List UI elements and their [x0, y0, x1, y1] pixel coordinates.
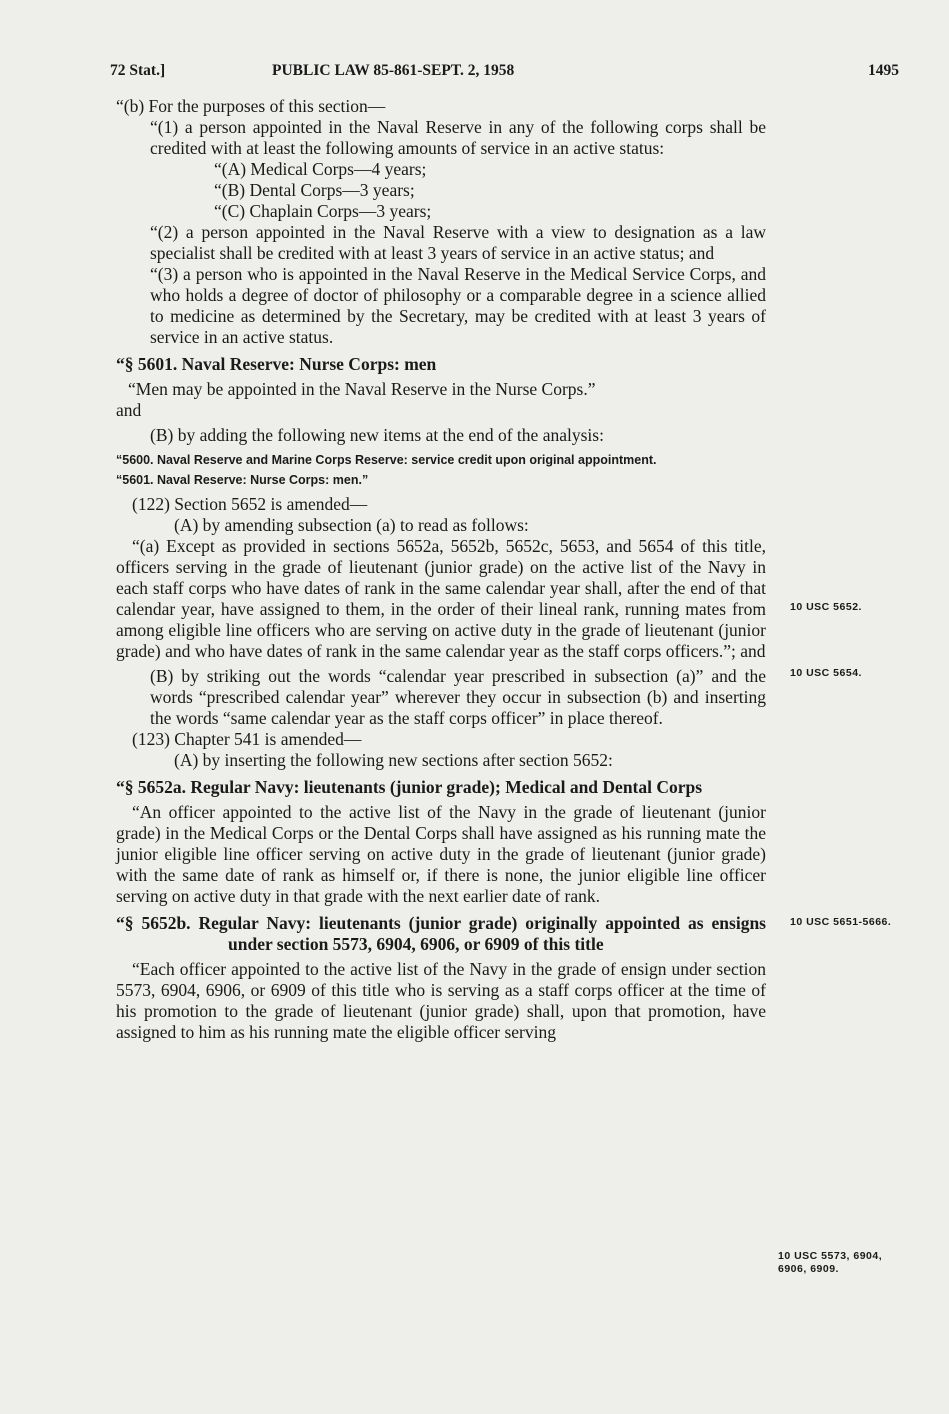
paragraph: (B) by striking out the words “calendar year prescribed in subsection (a)” and the words “prescribed calendar year” wherever they occur in subsection (b) and inserting the words “same calendar year as the staff corps officer” in place thereof. — [150, 666, 766, 728]
paragraph: (A) by inserting the following new sections after section 5652: — [174, 750, 613, 770]
paragraph: and — [116, 400, 142, 420]
header-title: PUBLIC LAW 85-861-SEPT. 2, 1958 — [272, 62, 515, 79]
section-heading: “§ 5652b. Regular Navy: lieutenants (junior grade) originally appointed as ensigns under section 5573, 6904, 6906, or 6909 of this title — [116, 913, 766, 954]
paragraph: “Each officer appointed to the active list of the Navy in the grade of ensign under section 5573, 6904, 6906, or 6909 of this title who is serving as a staff corps officer at the time of his promotion to the grade of lieutenant (junior grade) shall, upon that promotion, have assigned to him as his running mate the eligible officer serving — [116, 959, 766, 1042]
paragraph: “(A) Medical Corps—4 years; — [214, 159, 427, 179]
paragraph: “(3) a person who is appointed in the Naval Reserve in the Medical Service Corps, and who holds a degree of doctor of philosophy or a comparable degree in a science allied to medicine as determined by the Secretary, may be credited with at least 3 years of service in an active status. — [150, 264, 766, 347]
paragraph: “Men may be appointed in the Naval Reserve in the Nurse Corps.” — [128, 379, 596, 399]
paragraph: “(C) Chaplain Corps—3 years; — [214, 201, 432, 221]
header-volume: 72 Stat.] — [110, 62, 166, 79]
paragraph: “(a) Except as provided in sections 5652a, 5652b, 5652c, 5653, and 5654 of this title, officers serving in the grade of lieutenant (junior grade) on the active list of the Navy in each staff corps who have dates of rank in the same calendar year shall, after the end of that calendar year, have assigned to them, in the order of their lineal rank, running mates from among eligible line officers who are serving on active duty in the grade of lieutenant (junior grade) and who have dates of rank in the same calendar year as the staff corps officers.”; and — [116, 536, 766, 661]
page-number: 1495 — [868, 62, 899, 79]
paragraph: (123) Chapter 541 is amended— — [132, 729, 362, 749]
margin-citation: 10 USC 5654. — [790, 667, 862, 679]
paragraph: “(2) a person appointed in the Naval Reserve with a view to designation as a law specialist shall be credited with at least 3 years of service in an active status; and — [150, 222, 766, 263]
paragraph: (B) by adding the following new items at the end of the analysis: — [150, 425, 604, 445]
paragraph: “(1) a person appointed in the Naval Reserve in any of the following corps shall be credited with at least the following amounts of service in an active status: — [150, 117, 766, 158]
analysis-item: “5600. Naval Reserve and Marine Corps Reserve: service credit upon original appointment. — [116, 453, 657, 467]
paragraph: “An officer appointed to the active list of the Navy in the grade of lieutenant (junior grade) in the Medical Corps or the Dental Corps shall have assigned as his running mate the junior eligible line officer serving on active duty in the grade of lieutenant (junior grade) with the same date of rank as himself or, if there is none, the junior eligible line officer serving on active duty in that grade with the next earlier date of rank. — [116, 802, 766, 906]
main-text — [116, 96, 766, 1043]
section-heading: “§ 5601. Naval Reserve: Nurse Corps: men — [116, 354, 437, 374]
section-heading: “§ 5652a. Regular Navy: lieutenants (junior grade); Medical and Dental Corps — [116, 777, 703, 797]
paragraph: “(B) Dental Corps—3 years; — [214, 180, 415, 200]
margin-citation: 10 USC 5651-5666. — [790, 916, 892, 928]
margin-citation: 10 USC 5573, 6904, 6906, 6909. — [778, 1250, 883, 1275]
margin-citation: 10 USC 5652. — [790, 601, 862, 613]
paragraph: “(b) For the purposes of this section— — [116, 96, 386, 116]
paragraph: (122) Section 5652 is amended— — [132, 494, 368, 514]
paragraph: (A) by amending subsection (a) to read as follows: — [174, 515, 529, 535]
analysis-item: “5601. Naval Reserve: Nurse Corps: men.” — [116, 473, 369, 487]
